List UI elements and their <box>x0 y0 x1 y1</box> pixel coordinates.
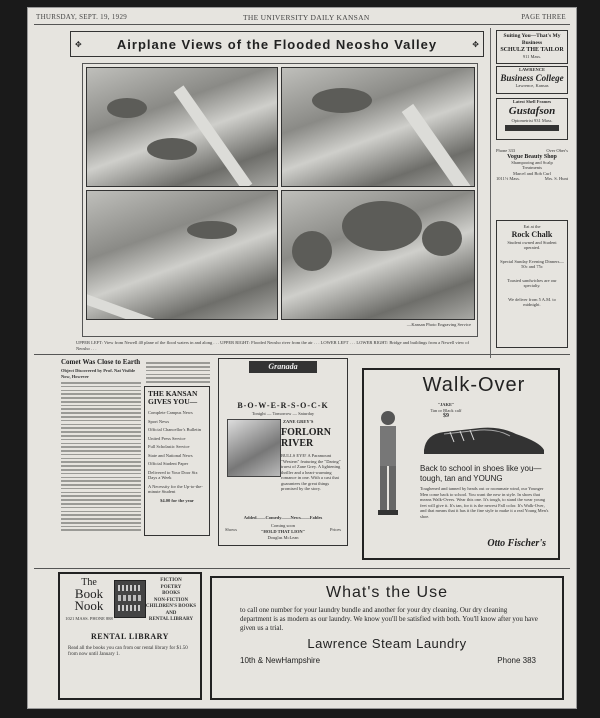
photo-credit: —Kansan Photo Engraving Service <box>406 322 471 327</box>
issue-date: THURSDAY, SEPT. 19, 1929 <box>36 13 128 21</box>
masthead: THE UNIVERSITY DAILY KANSAN <box>243 13 370 22</box>
film-poster-image <box>227 419 281 477</box>
aerial-photo-lower-right <box>281 190 475 320</box>
schulz-tailor-ad: Suiting You—That's My Business SCHULZ THE TAILOR 911 Mass. <box>496 30 568 64</box>
shoe-illustration <box>420 420 548 460</box>
store-signature: Otto Fischer's <box>487 538 546 549</box>
kansan-item: A Necessity for the Up-to-the-minute Student <box>148 483 203 494</box>
book-nook-ad: The Book Nook 1021 MASS. PHONE 888 FICTION POETRY BOOKS NON-FICTION CHILDREN'S BOOKS AND RENTAL LIBRARY RENTAL LIBRARY Read all the books you can from our rental library for $1.50 from now until January 1. <box>58 572 202 700</box>
vogue-beauty-ad: Phone 333 Over Ober's Vogue Beauty Shop Shampooing and Scalp Treatments Marcel and Bob Curl 1011½ Mass. Mrs. S. Hunt <box>496 148 568 181</box>
book-category: RENTAL LIBRARY <box>148 617 194 622</box>
kansan-item: Complete Campus News <box>148 410 193 415</box>
laundry-name: Lawrence Steam Laundry <box>307 636 467 651</box>
section-rule <box>34 568 570 569</box>
boy-illustration <box>370 406 406 526</box>
comet-article: Comet Was Close to Earth Object Discovered by Prof. Nat Visible Now, However <box>61 358 141 533</box>
book-category: CHILDREN'S BOOKS <box>145 604 197 609</box>
kansan-item: Delivered to Your Door Six Days a Week <box>148 469 198 480</box>
laundry-headline: What's the Use <box>326 584 448 601</box>
comet-article-continued <box>146 360 210 385</box>
photo-caption: UPPER LEFT: View from Newell 40 plane of the flood waters in and along . . . UPPER RIGHT: Flooded Neosho river from the air . . . LOWER LEFT . . . LOWER RIGHT: Bridge and buildings from a Newell view of Neosho . . . <box>76 340 469 351</box>
ornament-icon: ✥ <box>75 40 82 49</box>
walk-over-shoe-ad: Walk-Over "JAKE" Tan or Black calf $9 Back to school in shoes like you—tough, tan and YOUNG Toughened and tanned by heads out or roommate wind, our Younger Men come back to school. You want the new in style. In shoes that means Walk-Overs. Wear this one. It's tough, to stand the wear young feet will give it. It's tan, for it is the newest Fall color. It's Walk-Over, and that means that it has it the fine style to make it a real Young Men's shoe. Otto Fischer's <box>362 368 560 560</box>
kansan-item: Sport News <box>148 418 170 424</box>
ornament-icon: ✥ <box>472 40 479 49</box>
book-categories <box>144 578 198 624</box>
book-category: AND <box>165 610 177 616</box>
aerial-photo-lower-left <box>86 190 278 320</box>
book-category: FICTION <box>160 578 182 583</box>
column-rule <box>490 28 491 358</box>
business-college-ad: LAWRENCE Business College Lawrence, Kansas <box>496 66 568 94</box>
kansan-subscription-ad: THE KANSAN GIVES YOU— Complete Campus News Sport News Official Chancellor's Bulletin United Press Service Full Scholastic Service State and National News Official Student Paper Delivered to Your Door Six Days a Week A Necessity for the Up-to-the-minute Student $4.00 for the year <box>144 386 210 536</box>
granada-theater-ad: Granada B-O-W-E-R-S-O-C-K Tonight — Tomorrow — Saturday ZANE GREY'S FORLORN RIVER BULLS EYE! A Paramount "Western" featuring the "Daring" truest of Zane Grey. A lightening thriller and a heart-warming romance in one. With a cast that guarantees the great things promised by the story. Added——Comedy——News——Fables Coming soon "HOLD THAT LION" Douglas McLean Shows Prices <box>218 358 348 546</box>
kansan-item: Official Chancellor's Bulletin <box>148 427 201 432</box>
kansan-item: United Press Service <box>148 435 186 441</box>
book-nook-logo: The Book Nook <box>74 577 104 613</box>
laundry-ad: What's the Use to call one number for your laundry bundle and another for your dry cleaning. Our dry cleaning department is as modern as our laundry. We know you'll be satisfied with both. You'll know after you have given us a trial. Lawrence Steam Laundry 10th & NewHampshire Phone 383 <box>210 576 564 700</box>
newspaper-page <box>28 8 576 708</box>
aerial-photo-upper-left <box>86 67 278 187</box>
book-category: POETRY <box>160 584 182 590</box>
header-rule <box>34 24 570 25</box>
page-number: PAGE THREE <box>521 13 566 21</box>
theater-logo: Granada <box>249 361 317 373</box>
kansan-item: State and National News <box>148 452 193 458</box>
bookshelf-icon <box>114 580 146 618</box>
kansan-item: Official Student Paper <box>148 461 189 466</box>
section-rule <box>34 354 570 355</box>
photo-feature-title-box <box>70 31 484 57</box>
book-category: BOOKS <box>162 591 180 596</box>
photo-grid <box>82 63 478 337</box>
book-category: NON-FICTION <box>153 597 189 603</box>
walk-over-brand: Walk-Over <box>422 374 526 396</box>
photo-feature-title: Airplane Views of the Flooded Neosho Valley <box>116 37 438 52</box>
gustafson-ad: Latest Shell Frames Gustafson Optometrist 931 Mass. <box>496 98 568 140</box>
glasses-banner-icon <box>505 125 559 131</box>
aerial-photo-upper-right <box>281 67 475 187</box>
kansan-item: Full Scholastic Service <box>148 444 190 449</box>
rock-chalk-ad: Eat at the Rock Chalk Student owned and Student operated. Special Sunday Evening Dinners— 50c and 75c Toasted sandwiches are our specialty. We deliver from 5 A.M. to midnight. <box>496 220 568 348</box>
